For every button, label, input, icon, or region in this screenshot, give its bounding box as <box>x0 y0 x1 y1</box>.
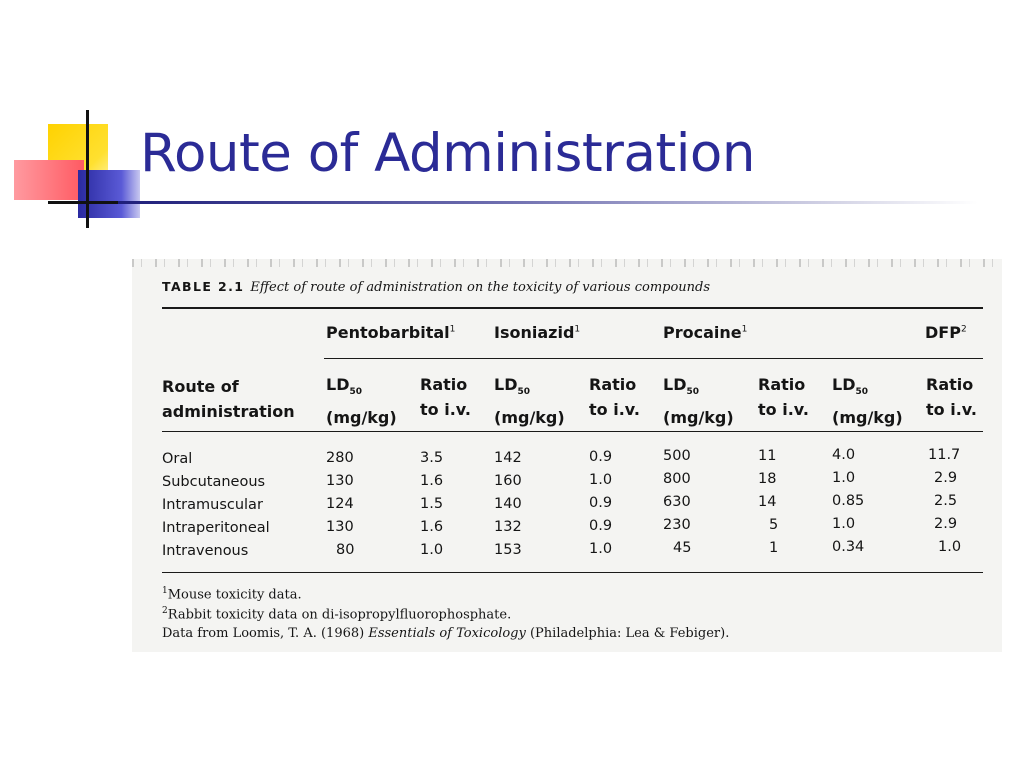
ratio-header: Ratio to i.v. <box>926 375 977 419</box>
row-route-name: Intramuscular <box>162 497 263 513</box>
table-cell: 80 <box>336 542 355 558</box>
table-cell: 800 <box>663 471 691 487</box>
decor-red-bar <box>14 160 84 200</box>
header-bottom-rule <box>162 431 983 432</box>
footnote-2: $^2$Rabbit toxicity data on di-isopropylfluorophosphate. <box>162 606 512 623</box>
table-cell: 1.0 <box>589 472 613 488</box>
table-label: TABLE 2.1 <box>162 279 245 294</box>
table-cell: 0.9 <box>589 449 613 465</box>
data-source-note: Data from Loomis, T. A. (1968) Essentials of Toxicology (Philadelphia: Lea & Febiger). <box>162 626 730 641</box>
scan-edge-noise <box>132 259 1002 267</box>
table-caption-text: Effect of route of administration on the toxicity of various compounds <box>250 280 711 295</box>
table-cell: 630 <box>663 494 691 510</box>
table-cell: 1.0 <box>420 542 444 558</box>
table-cell: 1.6 <box>420 473 444 489</box>
decor-vertical-line <box>86 110 89 228</box>
table-cell: 132 <box>494 519 522 535</box>
table-cell: 1.0 <box>832 516 856 532</box>
table-cell: 45 <box>673 540 692 556</box>
table-cell: 0.85 <box>832 493 865 509</box>
compound-rule <box>324 358 983 359</box>
table-cell: 2.9 <box>934 470 958 486</box>
compound-header-dfp: DFP$^2$ <box>925 323 967 342</box>
table-cell: 1.0 <box>832 470 856 486</box>
ratio-header: Ratio to i.v. <box>589 375 640 419</box>
table-cell: 140 <box>494 496 522 512</box>
table-cell: 130 <box>326 519 354 535</box>
row-route-name: Subcutaneous <box>162 474 266 490</box>
table-cell: 230 <box>663 517 691 533</box>
table-cell: 3.5 <box>420 450 444 466</box>
table-cell: 1.5 <box>420 496 444 512</box>
table-cell: 1.0 <box>589 541 613 557</box>
table-cell: 14 <box>758 494 777 510</box>
compound-header-procaine: Procaine$^1$ <box>663 323 748 342</box>
table-cell: 500 <box>663 448 691 464</box>
table-cell: 142 <box>494 450 522 466</box>
row-route-name: Intravenous <box>162 543 249 559</box>
table-cell: 11.7 <box>928 447 961 463</box>
compound-header-isoniazid: Isoniazid$^1$ <box>494 323 581 342</box>
table-cell: 11 <box>758 448 777 464</box>
table-cell: 0.9 <box>589 495 613 511</box>
table-cell: 124 <box>326 496 354 512</box>
table-bottom-rule <box>162 572 983 573</box>
ratio-header: Ratio to i.v. <box>758 375 809 419</box>
table-caption <box>162 279 710 295</box>
table-cell: 1.0 <box>938 539 962 555</box>
table-cell: 0.9 <box>589 518 613 534</box>
ld50-header: $LD_{50}$ (mg/kg) <box>663 375 734 428</box>
footnote-1: $^1$Mouse toxicity data. <box>162 586 302 603</box>
table-cell: 160 <box>494 473 522 489</box>
ld50-header: $LD_{50}$ (mg/kg) <box>832 375 903 428</box>
table-cell: 1.6 <box>420 519 444 535</box>
ratio-header: Ratio to i.v. <box>420 375 471 419</box>
table-cell: 1 <box>769 540 779 556</box>
ld50-header: $LD_{50}$ (mg/kg) <box>326 375 397 428</box>
route-header: Route of administration <box>162 377 295 421</box>
table-top-rule <box>162 307 983 309</box>
row-route-name: Oral <box>162 451 193 467</box>
table-scan <box>132 259 1002 652</box>
table-cell: 2.5 <box>934 493 958 509</box>
slide-title: Route of Administration <box>140 123 755 184</box>
table-cell: 280 <box>326 450 354 466</box>
row-route-name: Intraperitoneal <box>162 520 270 536</box>
table-cell: 130 <box>326 473 354 489</box>
ld50-header: $LD_{50}$ (mg/kg) <box>494 375 565 428</box>
table-cell: 0.34 <box>832 539 865 555</box>
table-cell: 2.9 <box>934 516 958 532</box>
table-cell: 18 <box>758 471 777 487</box>
table-cell: 4.0 <box>832 447 856 463</box>
table-cell: 153 <box>494 542 522 558</box>
compound-header-pentobarbital: Pentobarbital$^1$ <box>326 323 456 342</box>
title-underline <box>118 201 978 204</box>
table-cell: 5 <box>769 517 779 533</box>
